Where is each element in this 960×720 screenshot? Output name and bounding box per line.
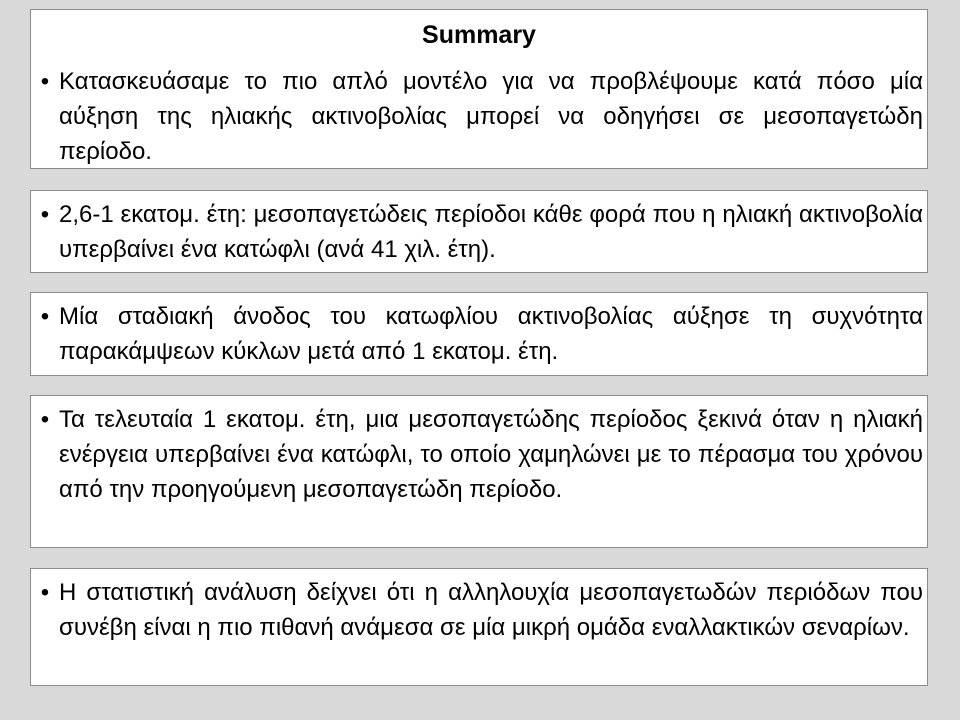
bullet-text-1: Κατασκευάσαμε το πιο απλό μοντέλο για να προβλέψουμε κατά πόσο μία αύξηση της ηλιακής ακτινοβολίας μπορεί να οδηγήσει σε μεσοπαγετώδη περίοδο. [59,68,923,165]
bullet-icon: • [40,406,50,433]
summary-box-2 [30,190,928,273]
bullet-text-4: Τα τελευταία 1 εκατομ. έτη, μια μεσοπαγετώδης περίοδος ξεκινά όταν η ηλιακή ενέργεια υπερβαίνει ένα κατώφλι, το οποίο χαμηλώνει με το πέρασμα του χρόνου από την προηγούμενη μεσοπαγετώδη περίοδο. [59,406,923,503]
summary-box-4 [30,395,928,548]
bullet-item-1 [31,64,927,169]
bullet-item-5 [31,575,927,645]
bullet-icon: • [40,68,50,95]
bullet-icon: • [40,201,50,228]
summary-box-5 [30,568,928,686]
bullet-icon: • [40,303,50,330]
bullet-item-3 [31,299,927,369]
bullet-text-5: Η στατιστική ανάλυση δείχνει ότι η αλληλουχία μεσοπαγετωδών περιόδων που συνέβη είναι η πιο πιθανή ανάμεσα σε μία μικρή ομάδα εναλλακτικών σεναρίων. [59,579,923,641]
bullet-text-3: Μία σταδιακή άνοδος του κατωφλίου ακτινοβολίας αύξησε τη συχνότητα παρακάμψεων κύκλων μετά από 1 εκατομ. έτη. [59,303,923,365]
summary-title: Summary [422,21,536,49]
bullet-text-2: 2,6-1 εκατομ. έτη: μεσοπαγετώδεις περίοδοι κάθε φορά που η ηλιακή ακτινοβολία υπερβαίνει ένα κατώφλι (ανά 41 χιλ. έτη). [59,201,923,263]
summary-box-1 [30,9,928,169]
bullet-item-4 [31,402,927,507]
bullet-icon: • [40,579,50,606]
bullet-item-2 [31,197,927,267]
summary-box-3 [30,292,928,376]
